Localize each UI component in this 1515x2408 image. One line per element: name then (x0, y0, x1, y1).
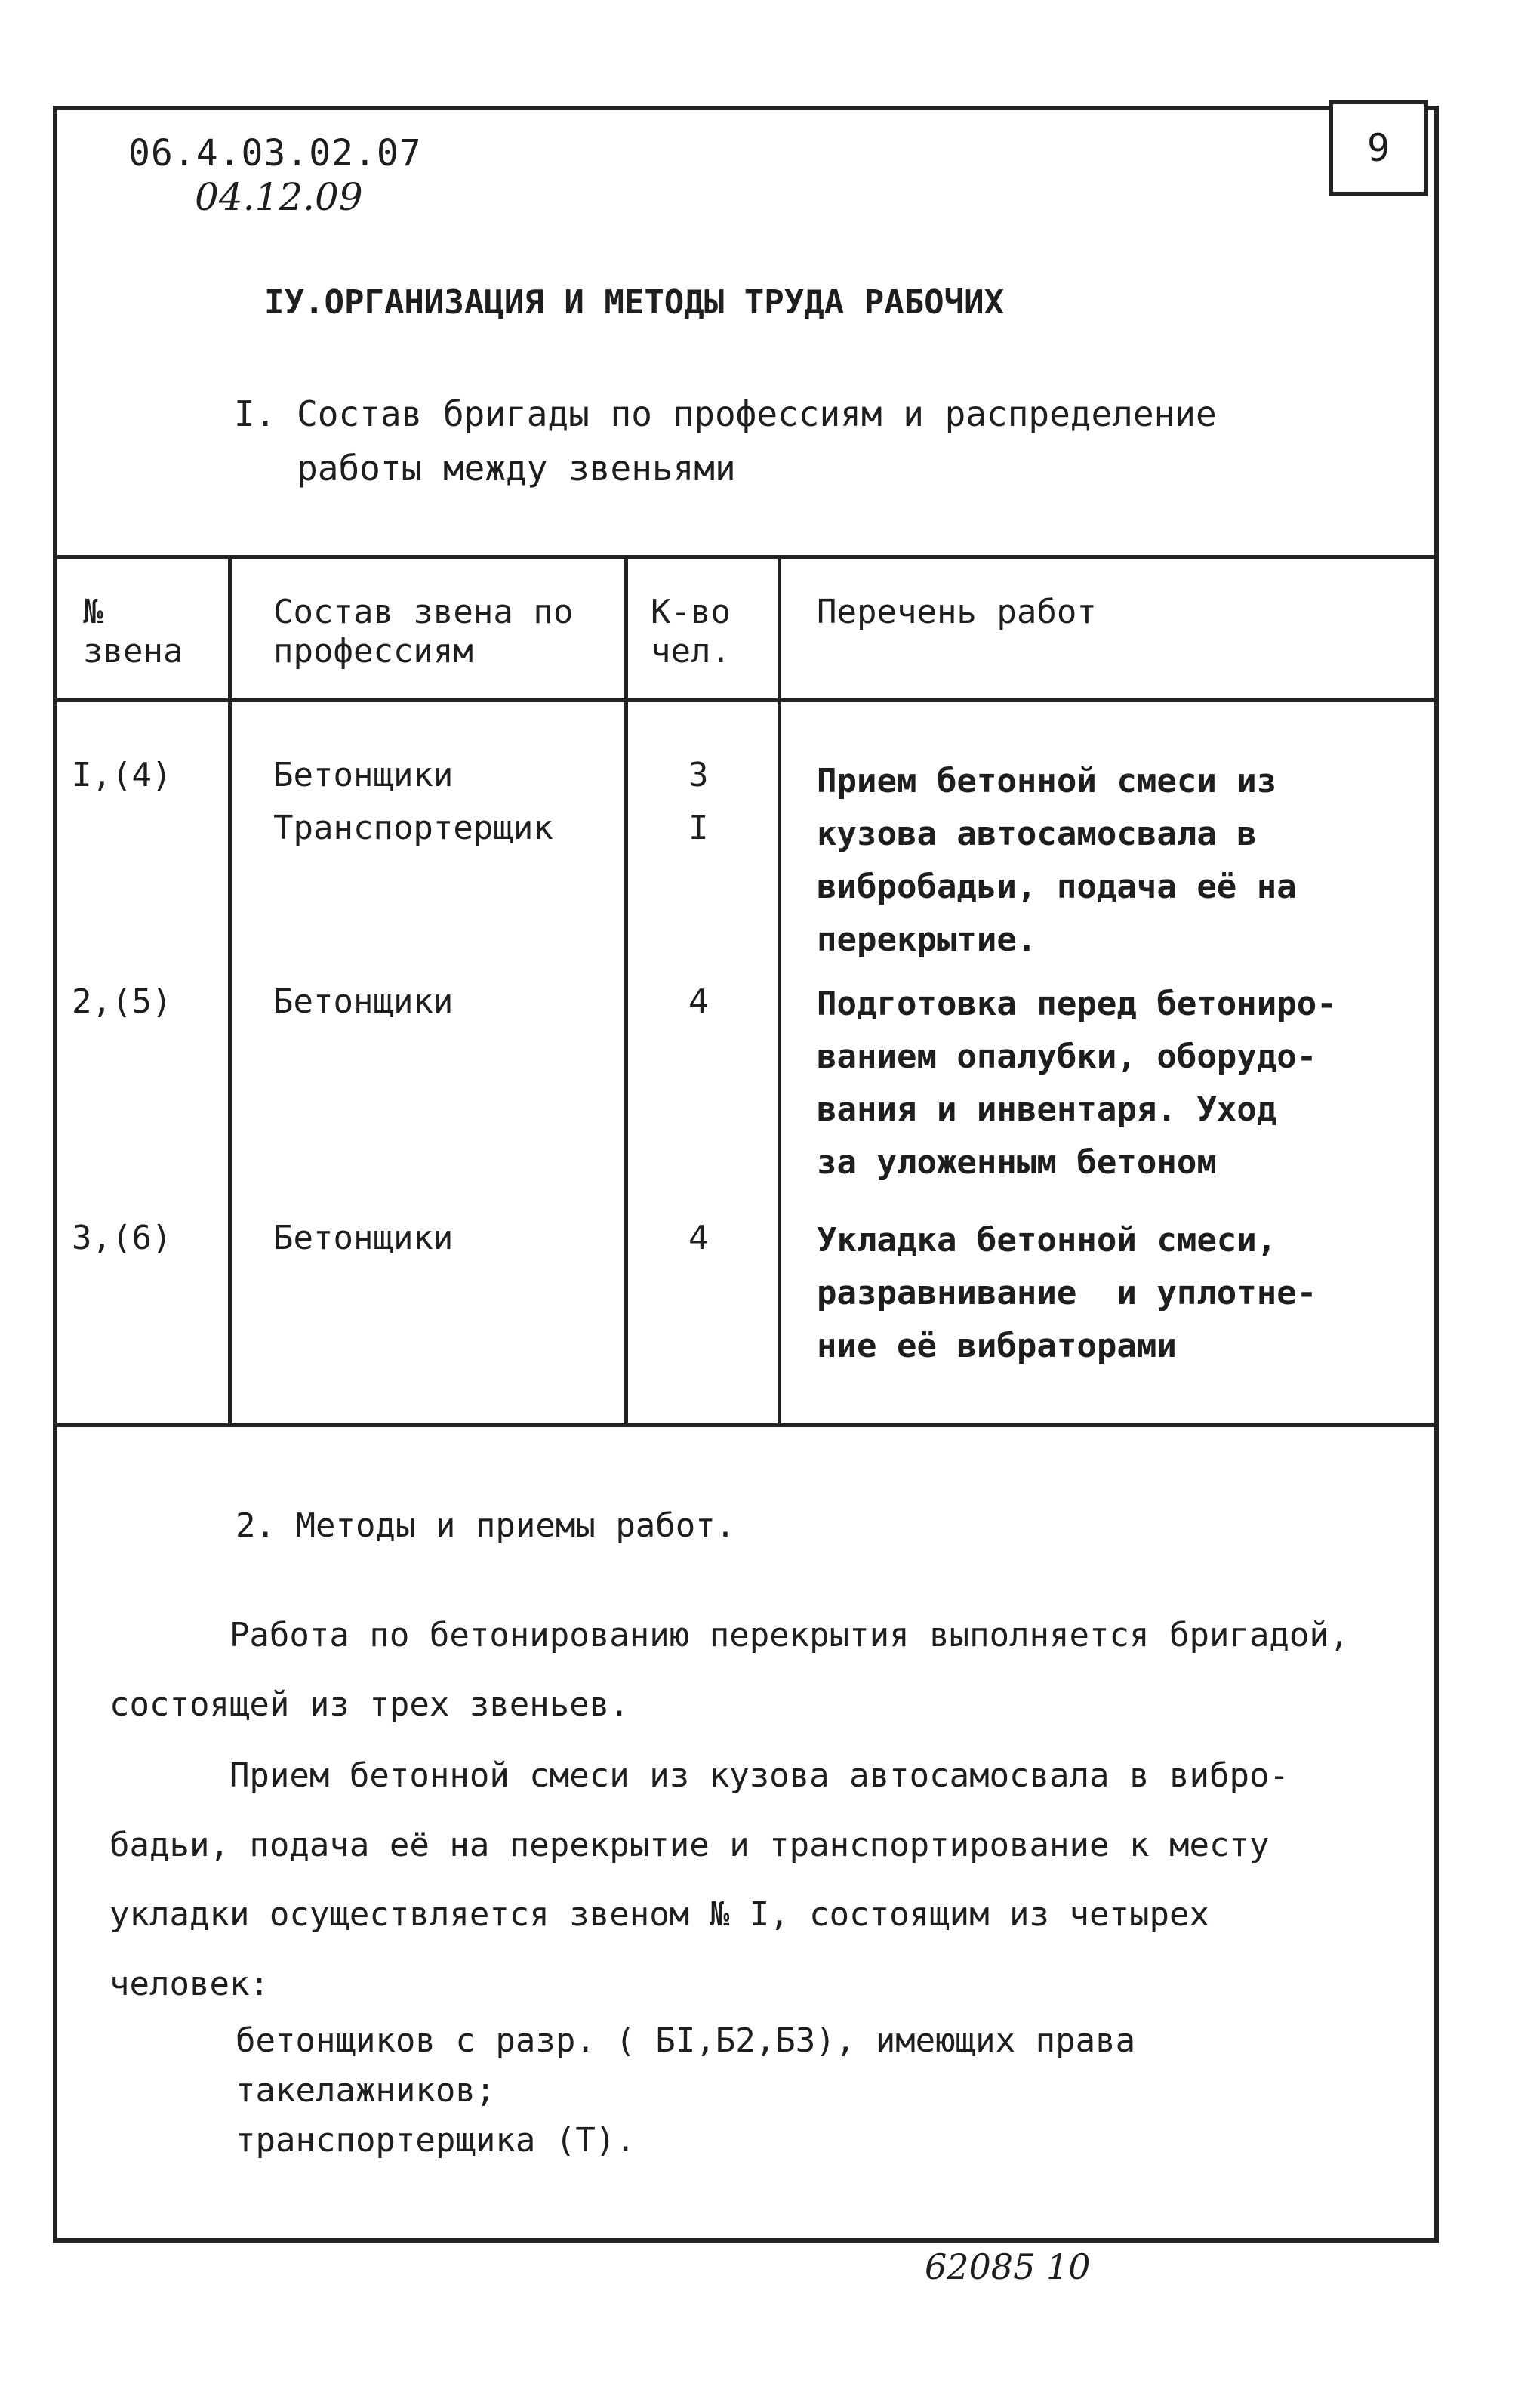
section-subtitle: I. Состав бригады по профессиям и распределение работы между звеньями (234, 393, 1217, 489)
crew-list: бетонщиков с разр. ( БI,Б2,Б3), имеющих права такелажников; транспортерщика (Т). (236, 2021, 1136, 2160)
row1-num: I,(4) (72, 756, 172, 794)
document-code: 06.4.03.02.07 (128, 132, 422, 174)
row3-num: 3,(6) (72, 1219, 172, 1257)
methods-paragraph-1: Работа по бетонированию перекрытия выполняется бригадой, состоящей из трех звеньев. (109, 1616, 1350, 1724)
row3-composition: Бетонщики (273, 1219, 454, 1257)
column-divider-2 (624, 555, 628, 1427)
header-works: Перечень работ (817, 593, 1097, 631)
row2-num: 2,(5) (72, 982, 172, 1021)
table-top-border (53, 555, 1439, 559)
row2-works: Подготовка перед бетониро- ванием опалубки, оборудо- вания и инвентаря. Уход за уложенным бетоном (817, 985, 1337, 1182)
column-divider-1 (228, 555, 232, 1427)
methods-heading: 2. Методы и приемы работ. (236, 1506, 736, 1545)
header-num: № звена (83, 593, 183, 671)
page-number: 9 (1329, 100, 1428, 196)
handwritten-footer-note: 62085 10 (925, 2246, 1091, 2287)
handwritten-date: 04.12.09 (195, 175, 363, 219)
header-count: К-во чел. (651, 593, 731, 671)
section-title: IУ.ОРГАНИЗАЦИЯ И МЕТОДЫ ТРУДА РАБОЧИХ (264, 283, 1005, 322)
table-header-border (53, 698, 1439, 702)
row3-works: Укладка бетонной смеси, разравнивание и уплотне- ние её вибраторами (817, 1221, 1317, 1365)
row1-works: Прием бетонной смеси из кузова автосамосвала в вибробадьи, подача её на перекрытие. (817, 762, 1297, 959)
row3-count: 4 (688, 1219, 709, 1257)
row1-count: 3 I (688, 756, 709, 847)
table-bottom-border (53, 1423, 1439, 1427)
row1-composition: Бетонщики Транспортерщик (273, 756, 553, 847)
row2-count: 4 (688, 982, 709, 1021)
column-divider-3 (778, 555, 781, 1427)
header-composition: Состав звена по профессиям (273, 593, 574, 671)
row2-composition: Бетонщики (273, 982, 454, 1021)
methods-paragraph-2: Прием бетонной смеси из кузова автосамосвала в вибро- бадьи, подача её на перекрытие и транспортирование к месту укладки осуществляется звеном № I, состоящим из четырех человек: (109, 1756, 1289, 2003)
